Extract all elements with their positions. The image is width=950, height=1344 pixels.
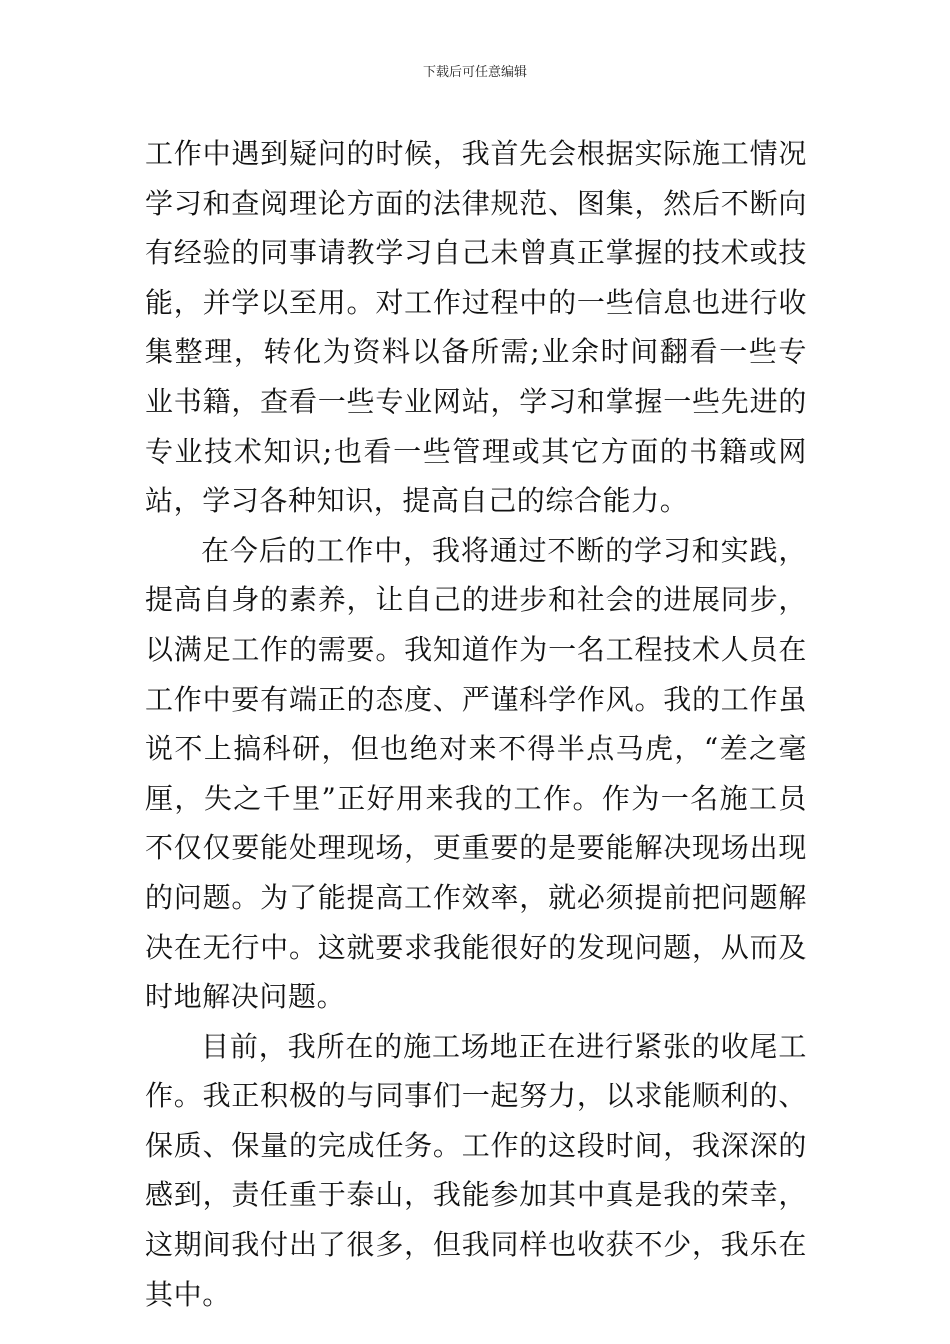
document-body (145, 129, 807, 1319)
paragraph-2: 在今后的工作中，我将通过不断的学习和实践，提高自身的素养，让自己的进步和社会的进展同步，以满足工作的需要。我知道作为一名工程技术人员在工作中要有端正的态度、严谨科学作风。我的工作虽说不上搞科研，但也绝对来不得半点马虎，“差之毫厘，失之千里”正好用来我的工作。作为一名施工员不仅仅要能处理现场，更重要的是要能解决现场出现的问题。为了能提高工作效率，就必须提前把问题解决在无行中。这就要求我能很好的发现问题，从而及时地解决问题。 (145, 533, 807, 1014)
page-header-note: 下载后可任意编辑 (422, 65, 527, 80)
paragraph-3: 目前，我所在的施工场地正在进行紧张的收尾工作。我正积极的与同事们一起努力，以求能顺利的、保质、保量的完成任务。工作的这段时间，我深深的感到，责任重于泰山，我能参加其中真是我的荣幸，这期间我付出了很多，但我同样也收获不少，我乐在其中。 (145, 1029, 807, 1311)
paragraph-1: 工作中遇到疑问的时候，我首先会根据实际施工情况学习和查阅理论方面的法律规范、图集，然后不断向有经验的同事请教学习自己未曾真正掌握的技术或技能，并学以至用。对工作过程中的一些信息也进行收集整理，转化为资料以备所需;业余时间翻看一些专业书籍，查看一些专业网站，学习和掌握一些先进的专业技术知识;也看一些管理或其它方面的书籍或网站，学习各种知识，提高自己的综合能力。 (145, 137, 807, 518)
